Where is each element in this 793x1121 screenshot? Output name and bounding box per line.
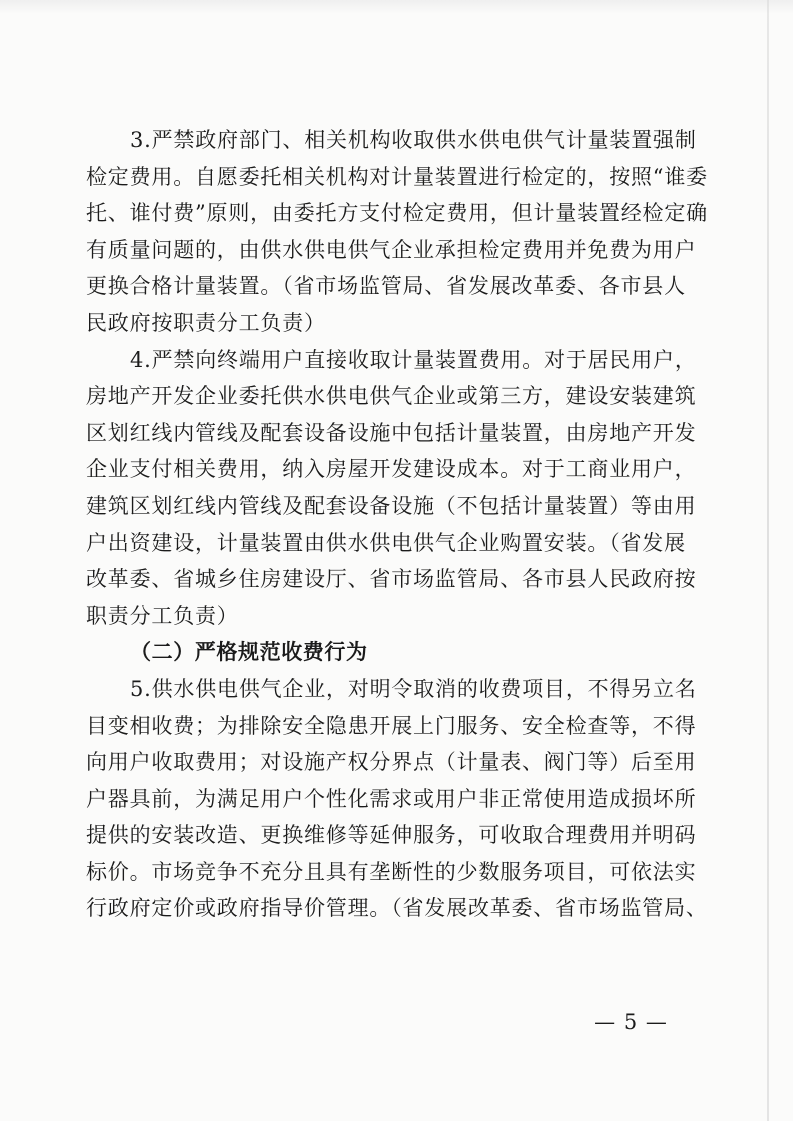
scan-right-edge — [767, 0, 769, 1121]
section-heading: （二）严格规范收费行为 — [130, 640, 368, 665]
paragraph-3 — [86, 122, 708, 342]
paragraph-4 — [86, 342, 697, 635]
text-line: 托、谁付费”原则，由委托方支付检定费用，但计量装置经检定确 — [86, 201, 708, 226]
text-line: 区划红线内管线及配套设备设施中包括计量装置，由房地产开发 — [86, 420, 697, 445]
text-line: 建筑区划红线内管线及配套设备设施（不包括计量装置）等由用 — [86, 493, 697, 518]
text-line: 户器具前，为满足用户个性化需求或用户非正常使用造成损坏所 — [86, 786, 697, 811]
text-line: 标价。市场竞争不充分且具有垄断性的少数服务项目，可依法实 — [86, 859, 697, 884]
document-body — [86, 122, 708, 927]
page-number: — 5 — — [594, 1010, 668, 1034]
text-line: 房地产开发企业委托供水供电供气企业或第三方，建设安装建筑 — [86, 384, 697, 409]
text-line: 有质量问题的，由供水供电供气企业承担检定费用并免费为用户 — [86, 237, 697, 262]
text-line: 检定费用。自愿委托相关机构对计量装置进行检定的，按照“谁委 — [86, 164, 708, 189]
text-line: 户出资建设，计量装置由供水供电供气企业购置安装。（省发展 — [86, 530, 686, 555]
text-line: 5.供水供电供气企业，对明令取消的收费项目，不得另立名 — [130, 676, 697, 701]
text-line: 目变相收费；为排除安全隐患开展上门服务、安全检查等，不得 — [86, 713, 697, 738]
text-line: 行政府定价或政府指导价管理。（省发展改革委、省市场监管局、 — [86, 896, 708, 921]
text-line: 企业支付相关费用，纳入房屋开发建设成本。对于工商业用户， — [86, 457, 697, 482]
text-line: 4.严禁向终端用户直接收取计量装置费用。对于居民用户， — [130, 347, 697, 372]
text-line: 更换合格计量装置。（省市场监管局、省发展改革委、各市县人 — [86, 274, 686, 299]
text-line: 职责分工负责） — [86, 603, 239, 628]
text-line: 向用户收取费用；对设施产权分界点（计量表、阀门等）后至用 — [86, 750, 697, 775]
text-line: 提供的安装改造、更换维修等延伸服务，可收取合理费用并明码 — [86, 823, 697, 848]
text-line: 3.严禁政府部门、相关机构收取供水供电供气计量装置强制 — [130, 128, 697, 152]
text-line: 民政府按职责分工负责） — [86, 310, 326, 335]
text-line: 改革委、省城乡住房建设厅、省市场监管局、各市县人民政府按 — [86, 567, 697, 592]
scan-top-shadow — [0, 0, 793, 14]
paragraph-5 — [86, 671, 708, 927]
